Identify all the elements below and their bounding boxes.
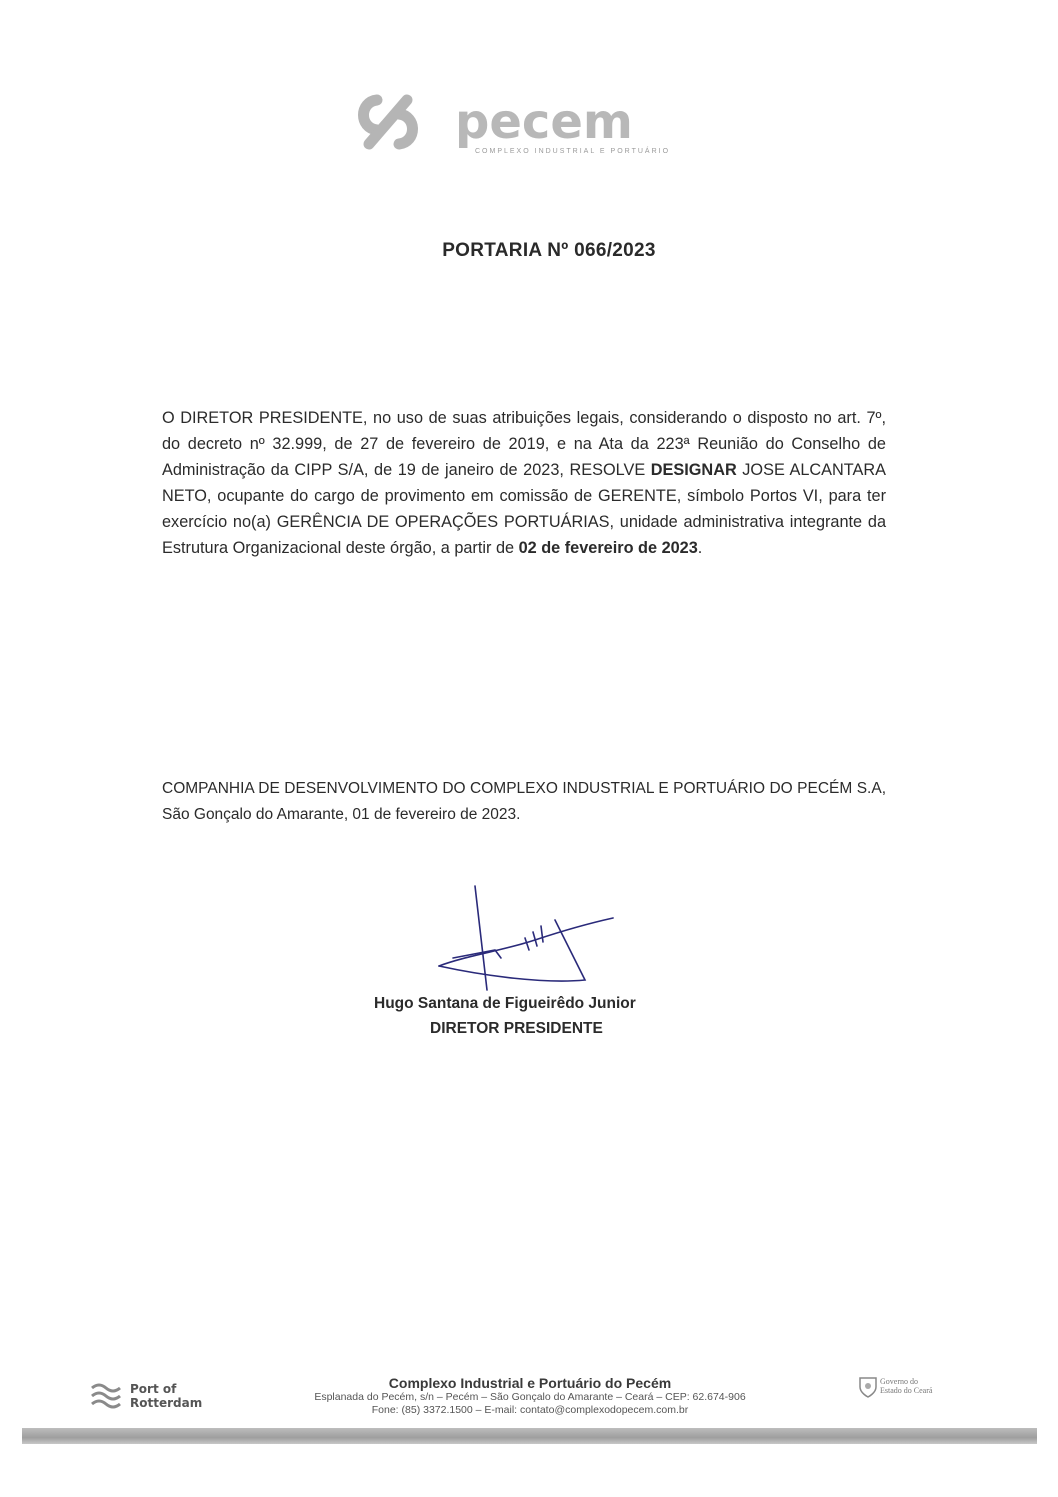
footer-address: Esplanada do Pecém, s/n – Pecém – São Gonçalo do Amarante – Ceará – CEP: 62.674-906 [314,1391,746,1403]
state-crest-icon [858,1375,878,1399]
gov-line1: Governo do [880,1377,918,1386]
logo-subtitle: COMPLEXO INDUSTRIAL E PORTUÁRIO [475,148,671,155]
document-body [162,405,886,561]
pecem-logo [355,88,695,168]
body-part1: , no uso de suas atribuições legais, considerando o disposto no art. 7º, do decreto nº 32.999, de 27 de fevereiro de 2019, e na Ata da 223ª Reunião do Conselho de Administração da CIPP S/A, de 19 de janeiro de 2023, RESOLVE [162,409,887,479]
footer-info [270,1375,790,1417]
rotterdam-line1: Port of [130,1382,177,1396]
footer-org-name: Complexo Industrial e Portuário do Pecém [388,1375,672,1391]
signature-scribble [425,880,625,1000]
rotterdam-wave-icon [88,1378,124,1414]
government-logo [858,1375,978,1405]
body-designar: DESIGNAR [650,461,737,479]
gov-line2: Estado do Ceará [880,1386,933,1395]
signature [425,880,625,1000]
document-title: PORTARIA Nº 066/2023 [442,240,656,261]
footer-divider-bar [22,1428,1037,1444]
footer-contact: Fone: (85) 3372.1500 – E-mail: contato@complexodopecem.com.br [371,1404,689,1416]
body-start-date: 02 de fevereiro de 2023 [518,539,698,557]
logo-wordmark: pecem [455,94,633,150]
body-part2: JOSE ALCANTARA NETO, ocupante do cargo de provimento em comissão de GERENTE, símbolo Portos VI, para ter exercício no(a) GERÊNCIA DE OPERAÇÕES PORTUÁRIAS, unidade administrativa integrante da Estrutura Organizacional deste órgão, a partir de [162,461,886,557]
signer-name: Hugo Santana de Figueirêdo Junior [374,995,636,1012]
body-end: . [697,539,703,557]
rotterdam-line2: Rotterdam [130,1396,203,1410]
government-text [880,1377,932,1395]
rotterdam-text [130,1382,202,1410]
port-of-rotterdam-logo [88,1378,228,1418]
signer-role: DIRETOR PRESIDENTE [430,1020,603,1037]
body-lead: O DIRETOR PRESIDENTE [162,409,363,427]
place-and-date: COMPANHIA DE DESENVOLVIMENTO DO COMPLEXO INDUSTRIAL E PORTUÁRIO DO PECÉM S.A, São Gonçalo do Amarante, 01 de fevereiro de 2023. [162,780,886,823]
